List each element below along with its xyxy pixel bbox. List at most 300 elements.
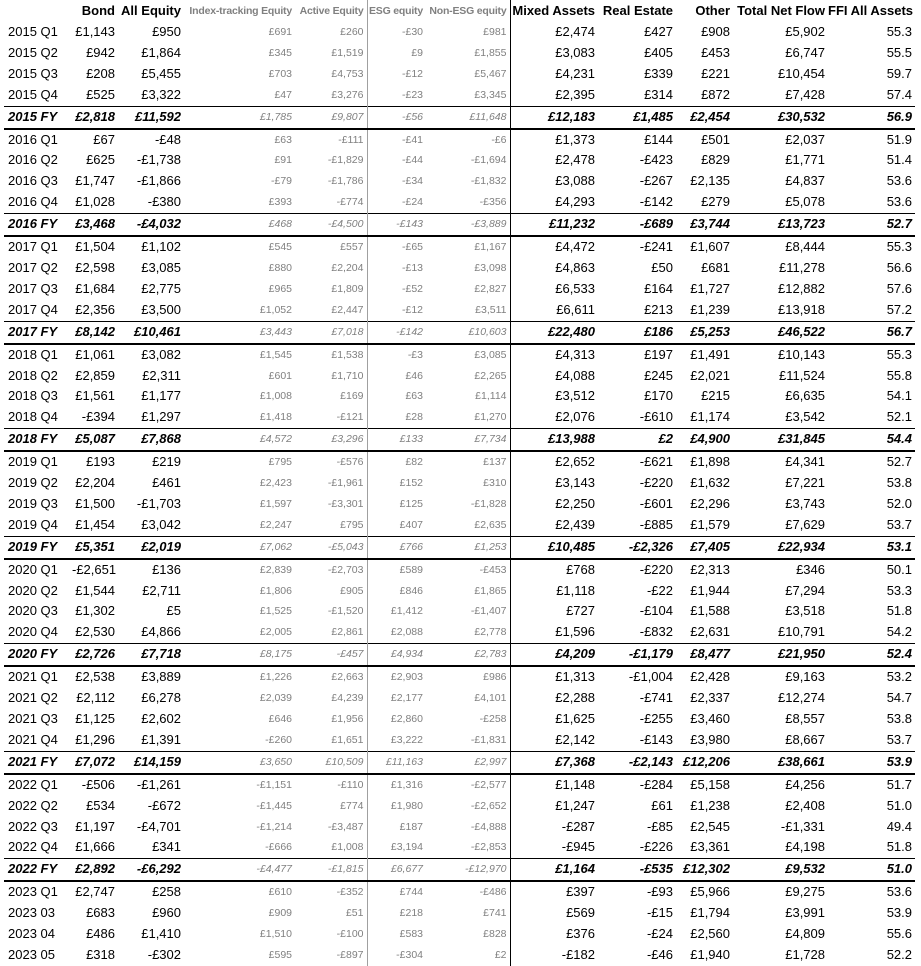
cell-total-net-flow: £3,743 (785, 495, 825, 511)
cell-total-net-flow: £11,524 (778, 367, 825, 383)
cell-real-estate: -£601 (639, 495, 673, 511)
cell-mixed-assets: £3,512 (510, 386, 598, 407)
cell-period: 2015 FY (4, 106, 72, 128)
cell-bond: £1,544 (75, 582, 115, 598)
cell-index-tracking-equity: £595 (268, 948, 292, 961)
cell-period: 2022 Q1 (8, 776, 58, 792)
fund-flows-table (4, 0, 915, 966)
cell-esg-equity: £125 (367, 494, 426, 515)
cell-index-tracking-equity: £1,525 (259, 605, 292, 618)
table-row (4, 171, 915, 192)
cell-total-net-flow: £7,294 (785, 582, 825, 598)
cell-active-equity: -£100 (336, 928, 364, 941)
cell-active-equity: £260 (340, 26, 364, 38)
cell-all-equity: -£1,703 (136, 495, 181, 511)
cell-esg-equity: £589 (367, 559, 426, 581)
cell-bond: £2,112 (76, 690, 115, 706)
cell-all-equity: -£4,701 (136, 818, 181, 834)
cell-total-net-flow: £10,454 (778, 65, 825, 81)
cell-bond: £1,747 (75, 173, 115, 189)
cell-all-equity: £11,592 (118, 106, 184, 128)
cell-esg-equity: £1,412 (367, 601, 426, 622)
cell-real-estate: -£610 (639, 409, 673, 425)
cell-esg-equity: £9 (367, 43, 426, 64)
cell-active-equity: -£1,815 (295, 859, 367, 881)
cell-bond: £1,666 (75, 839, 115, 855)
cell-real-estate: -£741 (639, 690, 673, 706)
cell-bond: £5,087 (72, 429, 118, 451)
cell-non-esg-equity: -£486 (479, 886, 507, 899)
table-row (4, 192, 915, 213)
cell-esg-equity: -£12 (367, 64, 426, 85)
cell-real-estate: -£267 (639, 173, 673, 189)
cell-ffi-all-assets: 55.3 (886, 239, 912, 255)
table-body (4, 22, 915, 966)
cell-esg-equity: £3,222 (367, 730, 426, 751)
cell-esg-equity: -£3 (367, 344, 426, 366)
header-non-esg-equity: Non-ESG equity (429, 5, 507, 17)
cell-real-estate: -£2,143 (598, 751, 676, 773)
cell-ffi-all-assets: 53.7 (886, 516, 912, 532)
cell-other: £1,588 (690, 603, 730, 619)
cell-bond: £67 (93, 131, 115, 147)
cell-all-equity: £5 (166, 603, 181, 619)
cell-mixed-assets: -£945 (510, 837, 598, 858)
cell-real-estate: -£423 (639, 152, 673, 168)
cell-bond: £1,197 (75, 818, 115, 834)
cell-esg-equity: -£304 (367, 945, 426, 966)
cell-active-equity: £3,296 (295, 429, 367, 451)
cell-all-equity: -£4,032 (118, 214, 184, 236)
header-row (4, 0, 915, 22)
cell-total-net-flow: £13,723 (733, 214, 828, 236)
cell-mixed-assets: £1,247 (510, 796, 598, 817)
cell-mixed-assets: £22,480 (510, 321, 598, 343)
cell-index-tracking-equity: £610 (268, 886, 292, 899)
cell-bond: -£2,651 (72, 561, 117, 577)
cell-active-equity: £2,861 (331, 626, 364, 639)
cell-active-equity: -£1,961 (327, 477, 364, 490)
cell-index-tracking-equity: £1,510 (259, 928, 292, 941)
cell-total-net-flow: £22,934 (733, 536, 828, 558)
cell-index-tracking-equity: £1,806 (259, 584, 292, 597)
cell-period: 2019 FY (4, 536, 72, 558)
cell-period: 2020 Q2 (8, 582, 58, 598)
header-total-net-flow: Total Net Flow (737, 3, 825, 18)
cell-other: £2,545 (690, 818, 730, 834)
cell-esg-equity: -£24 (367, 192, 426, 213)
cell-ffi-all-assets: 54.2 (886, 624, 912, 640)
table-row (4, 22, 915, 43)
table-row (4, 666, 915, 688)
cell-ffi-all-assets: 56.7 (828, 321, 915, 343)
cell-all-equity: £341 (152, 839, 181, 855)
table-row (4, 515, 915, 536)
cell-other: £2,428 (690, 669, 730, 685)
cell-index-tracking-equity: £1,545 (259, 348, 292, 361)
cell-active-equity: -£4,500 (295, 214, 367, 236)
cell-period: 2015 Q3 (8, 65, 58, 81)
cell-real-estate: -£15 (646, 905, 673, 921)
cell-bond: £2,818 (72, 106, 118, 128)
cell-period: 2023 05 (8, 946, 55, 962)
cell-index-tracking-equity: £393 (268, 196, 292, 209)
cell-other: £872 (701, 86, 730, 102)
cell-all-equity: £950 (152, 24, 181, 39)
cell-index-tracking-equity: £3,650 (184, 751, 295, 773)
cell-all-equity: £2,019 (118, 536, 184, 558)
cell-other: £2,135 (690, 173, 730, 189)
cell-non-esg-equity: -£4,888 (470, 820, 507, 833)
cell-non-esg-equity: £137 (483, 456, 507, 469)
table-row-full-year (4, 214, 915, 236)
table-row (4, 817, 915, 838)
cell-mixed-assets: -£182 (510, 945, 598, 966)
table-row (4, 43, 915, 64)
cell-period: 2016 Q4 (8, 194, 58, 210)
cell-bond: £534 (86, 797, 115, 813)
cell-esg-equity: £11,163 (367, 751, 426, 773)
cell-all-equity: £3,085 (141, 259, 181, 275)
cell-active-equity: £905 (340, 584, 364, 597)
cell-non-esg-equity: -£258 (479, 713, 507, 725)
cell-total-net-flow: £4,837 (785, 173, 825, 189)
cell-other: £221 (701, 65, 730, 81)
cell-mixed-assets: £12,183 (510, 106, 598, 128)
cell-all-equity: £1,102 (141, 239, 181, 255)
table-row (4, 709, 915, 730)
cell-bond: £486 (86, 926, 115, 942)
cell-total-net-flow: £4,256 (785, 776, 825, 792)
cell-bond: £1,296 (75, 731, 115, 747)
cell-index-tracking-equity: £8,175 (184, 644, 295, 666)
cell-active-equity: -£3,487 (327, 820, 364, 833)
cell-period: 2015 Q1 (8, 24, 58, 39)
cell-all-equity: £219 (152, 454, 181, 470)
cell-mixed-assets: £1,164 (510, 859, 598, 881)
cell-active-equity: £51 (345, 907, 364, 920)
cell-esg-equity: £63 (367, 386, 426, 407)
cell-ffi-all-assets: 55.6 (886, 926, 912, 942)
cell-other: £8,477 (676, 644, 733, 666)
cell-total-net-flow: £5,902 (785, 24, 825, 39)
cell-period: 2016 FY (4, 214, 72, 236)
cell-all-equity: -£672 (147, 797, 181, 813)
cell-total-net-flow: £2,408 (785, 797, 825, 813)
cell-bond: £3,468 (72, 214, 118, 236)
cell-mixed-assets: £11,232 (510, 214, 598, 236)
cell-period: 2023 Q1 (8, 884, 58, 900)
cell-non-esg-equity: -£2,577 (470, 778, 507, 791)
cell-period: 2018 Q3 (8, 388, 58, 404)
cell-active-equity: £7,018 (295, 321, 367, 343)
cell-non-esg-equity: £828 (483, 928, 507, 941)
cell-ffi-all-assets: 56.6 (886, 259, 912, 275)
table-row-full-year (4, 321, 915, 343)
table-row (4, 150, 915, 171)
table-row (4, 407, 915, 428)
cell-other: £5,158 (690, 776, 730, 792)
cell-all-equity: £1,864 (141, 44, 181, 60)
cell-all-equity: £3,082 (141, 346, 181, 362)
cell-active-equity: £4,753 (331, 67, 364, 80)
header-all-equity: All Equity (121, 3, 181, 18)
cell-index-tracking-equity: £2,039 (259, 692, 292, 705)
cell-total-net-flow: £10,791 (778, 624, 825, 640)
cell-other: £681 (701, 259, 730, 275)
cell-active-equity: £1,538 (331, 348, 364, 361)
cell-other: £215 (701, 388, 730, 404)
cell-all-equity: £7,718 (118, 644, 184, 666)
cell-mixed-assets: £4,088 (510, 366, 598, 387)
cell-period: 2018 Q1 (8, 346, 58, 362)
cell-mixed-assets: £4,863 (510, 258, 598, 279)
cell-bond: £2,598 (75, 259, 115, 275)
cell-all-equity: £3,042 (141, 516, 181, 532)
cell-ffi-all-assets: 59.7 (886, 65, 912, 81)
cell-all-equity: £2,775 (141, 280, 181, 296)
cell-esg-equity: £4,934 (367, 644, 426, 666)
cell-total-net-flow: £6,747 (785, 44, 825, 60)
cell-other: £2,021 (690, 367, 730, 383)
cell-total-net-flow: £3,518 (785, 603, 825, 619)
cell-bond: £2,892 (72, 859, 118, 881)
cell-all-equity: £1,297 (141, 409, 181, 425)
cell-non-esg-equity: -£1,828 (470, 497, 507, 510)
cell-other: £1,239 (690, 301, 730, 317)
cell-active-equity: £4,239 (331, 692, 364, 705)
cell-index-tracking-equity: £601 (268, 369, 292, 382)
header-mixed-assets: Mixed Assets (510, 0, 598, 22)
cell-index-tracking-equity: £468 (184, 214, 295, 236)
cell-bond: £1,561 (75, 388, 115, 404)
cell-all-equity: £10,461 (118, 321, 184, 343)
cell-other: £1,579 (690, 516, 730, 532)
cell-period: 2020 Q4 (8, 624, 58, 640)
cell-non-esg-equity: £2,997 (426, 751, 510, 773)
cell-ffi-all-assets: 51.4 (886, 152, 912, 168)
cell-total-net-flow: £21,950 (733, 644, 828, 666)
cell-all-equity: -£6,292 (118, 859, 184, 881)
cell-total-net-flow: £4,341 (785, 454, 825, 470)
cell-non-esg-equity: £1,114 (475, 390, 507, 403)
cell-ffi-all-assets: 51.9 (886, 131, 912, 147)
cell-total-net-flow: £7,629 (785, 516, 825, 532)
cell-bond: £8,142 (72, 321, 118, 343)
cell-real-estate: £170 (644, 388, 673, 404)
cell-period: 2017 Q2 (8, 259, 58, 275)
table-row (4, 730, 915, 751)
cell-mixed-assets: -£287 (510, 817, 598, 838)
cell-index-tracking-equity: £345 (268, 46, 292, 59)
cell-active-equity: -£111 (338, 133, 364, 146)
cell-ffi-all-assets: 52.0 (886, 495, 912, 511)
cell-all-equity: £1,410 (141, 926, 181, 942)
cell-all-equity: £3,322 (141, 86, 181, 102)
cell-ffi-all-assets: 53.6 (886, 194, 912, 210)
cell-ffi-all-assets: 52.7 (828, 214, 915, 236)
cell-index-tracking-equity: -£79 (270, 175, 292, 188)
cell-period: 2020 Q1 (8, 561, 58, 577)
header-esg-equity: ESG equity (367, 0, 426, 22)
cell-total-net-flow: £38,661 (733, 751, 828, 773)
cell-real-estate: -£220 (639, 561, 673, 577)
cell-active-equity: £774 (340, 799, 364, 812)
cell-total-net-flow: £4,198 (785, 839, 825, 855)
cell-period: 2019 Q4 (8, 516, 58, 532)
cell-period: 2018 Q2 (8, 367, 58, 383)
cell-bond: -£506 (81, 776, 115, 792)
cell-ffi-all-assets: 51.7 (886, 776, 912, 792)
cell-other: £3,361 (690, 839, 730, 855)
table-row-full-year (4, 859, 915, 881)
cell-total-net-flow: £7,221 (785, 475, 825, 491)
cell-mixed-assets: £6,611 (510, 300, 598, 321)
cell-mixed-assets: £4,209 (510, 644, 598, 666)
cell-period: 2021 Q1 (8, 669, 58, 685)
cell-ffi-all-assets: 55.3 (886, 346, 912, 362)
cell-active-equity: £1,710 (331, 369, 364, 382)
cell-index-tracking-equity: -£1,151 (256, 778, 292, 791)
cell-bond: £1,504 (75, 239, 115, 255)
cell-non-esg-equity: £986 (483, 671, 507, 684)
cell-other: £2,631 (690, 624, 730, 640)
cell-other: £12,302 (676, 859, 733, 881)
cell-mixed-assets: £768 (510, 559, 598, 581)
cell-bond: £1,500 (75, 495, 115, 511)
cell-all-equity: £2,602 (141, 711, 181, 726)
cell-other: £2,454 (676, 106, 733, 128)
cell-mixed-assets: £397 (510, 881, 598, 903)
cell-total-net-flow: £1,771 (785, 152, 825, 168)
cell-non-esg-equity: -£1,694 (470, 154, 507, 167)
cell-non-esg-equity: £2 (494, 948, 507, 961)
cell-all-equity: £258 (152, 884, 181, 900)
cell-total-net-flow: £11,278 (778, 259, 825, 275)
cell-esg-equity: £187 (367, 817, 426, 838)
cell-total-net-flow: £12,882 (778, 280, 825, 296)
table-row (4, 559, 915, 581)
cell-bond: £1,028 (75, 194, 115, 210)
cell-bond: -£394 (81, 409, 115, 425)
cell-all-equity: £7,868 (118, 429, 184, 451)
cell-other: £1,174 (690, 409, 730, 425)
cell-other: £1,607 (690, 239, 730, 255)
cell-ffi-all-assets: 53.8 (886, 475, 912, 491)
cell-non-esg-equity: -£12,970 (426, 859, 510, 881)
cell-total-net-flow: £10,143 (778, 346, 825, 362)
cell-active-equity: -£1,520 (327, 605, 364, 618)
cell-mixed-assets: £1,625 (510, 709, 598, 730)
cell-esg-equity: -£41 (367, 129, 426, 151)
cell-ffi-all-assets: 55.8 (886, 367, 912, 383)
cell-other: £1,940 (690, 946, 730, 962)
cell-bond: £7,072 (72, 751, 118, 773)
cell-real-estate: -£93 (646, 884, 673, 900)
cell-ffi-all-assets: 57.6 (886, 280, 912, 296)
cell-index-tracking-equity: £1,008 (259, 390, 292, 403)
cell-real-estate: -£689 (598, 214, 676, 236)
cell-bond: £1,684 (75, 280, 115, 296)
cell-real-estate: -£241 (639, 239, 673, 255)
cell-bond: £2,530 (75, 624, 115, 640)
cell-mixed-assets: £2,652 (510, 451, 598, 473)
header-real-estate: Real Estate (602, 3, 673, 18)
table-row (4, 386, 915, 407)
cell-non-esg-equity: -£6 (491, 133, 507, 146)
cell-period: 2017 FY (4, 321, 72, 343)
cell-total-net-flow: £9,275 (785, 884, 825, 900)
cell-index-tracking-equity: -£1,214 (256, 820, 292, 833)
cell-non-esg-equity: £1,855 (474, 46, 507, 59)
cell-period: 2015 Q4 (8, 86, 58, 102)
cell-period: 2021 Q2 (8, 690, 58, 706)
cell-esg-equity: £133 (367, 429, 426, 451)
cell-index-tracking-equity: £1,052 (259, 303, 292, 316)
cell-ffi-all-assets: 54.7 (886, 690, 912, 706)
cell-period: 2021 Q4 (8, 731, 58, 747)
cell-real-estate: -£142 (639, 194, 673, 210)
cell-all-equity: £14,159 (118, 751, 184, 773)
table-row (4, 837, 915, 858)
cell-bond: £1,454 (75, 516, 115, 532)
cell-period: 2015 Q2 (8, 44, 58, 60)
cell-mixed-assets: £3,143 (510, 473, 598, 494)
cell-real-estate: £186 (598, 321, 676, 343)
cell-non-esg-equity: £2,827 (474, 282, 507, 295)
cell-esg-equity: £6,677 (367, 859, 426, 881)
cell-index-tracking-equity: £1,785 (184, 106, 295, 128)
cell-real-estate: -£46 (646, 946, 673, 962)
cell-esg-equity: £744 (367, 881, 426, 903)
cell-esg-equity: £46 (367, 366, 426, 387)
cell-ffi-all-assets: 51.8 (886, 839, 912, 855)
cell-total-net-flow: £1,728 (785, 946, 825, 962)
cell-active-equity: £3,276 (331, 88, 364, 101)
cell-active-equity: £9,807 (295, 106, 367, 128)
cell-total-net-flow: £13,918 (778, 301, 825, 317)
cell-esg-equity: £766 (367, 536, 426, 558)
table-row (4, 279, 915, 300)
cell-period: 2022 Q4 (8, 839, 58, 855)
cell-total-net-flow: £6,635 (785, 388, 825, 404)
cell-esg-equity: £218 (367, 903, 426, 924)
cell-all-equity: £2,311 (142, 367, 181, 383)
cell-non-esg-equity: £3,098 (474, 261, 507, 274)
table-row (4, 945, 915, 966)
cell-index-tracking-equity: £545 (268, 241, 292, 254)
cell-real-estate: £245 (644, 367, 673, 383)
cell-ffi-all-assets: 54.1 (886, 388, 912, 404)
cell-period: 2021 FY (4, 751, 72, 773)
cell-index-tracking-equity: £3,443 (184, 321, 295, 343)
cell-period: 2023 04 (8, 926, 55, 942)
cell-mixed-assets: £6,533 (510, 279, 598, 300)
cell-mixed-assets: £2,439 (510, 515, 598, 536)
cell-index-tracking-equity: £880 (268, 261, 292, 274)
cell-mixed-assets: £569 (510, 903, 598, 924)
cell-ffi-all-assets: 57.4 (886, 86, 912, 102)
cell-all-equity: £1,177 (141, 388, 181, 404)
cell-real-estate: £427 (644, 24, 673, 39)
cell-esg-equity: £407 (367, 515, 426, 536)
cell-real-estate: -£1,004 (628, 669, 673, 685)
cell-index-tracking-equity: £47 (274, 88, 292, 101)
cell-active-equity: £10,509 (295, 751, 367, 773)
cell-all-equity: -£1,866 (136, 173, 181, 189)
table-row (4, 688, 915, 709)
cell-active-equity: £795 (340, 518, 364, 531)
